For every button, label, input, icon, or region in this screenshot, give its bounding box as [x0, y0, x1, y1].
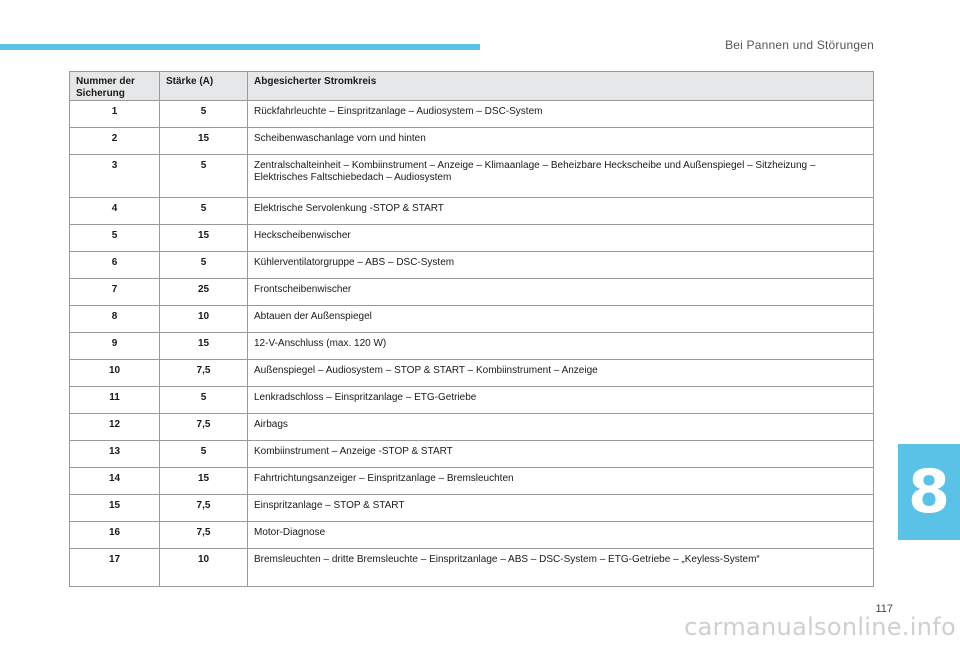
- fuse-number-cell: 11: [70, 387, 160, 414]
- amperage-cell: 5: [160, 387, 248, 414]
- circuit-cell: Bremsleuchten – dritte Bremsleuchte – Einspritzanlage – ABS – DSC-System – ETG-Getriebe – „Keyless-System“: [248, 549, 874, 587]
- table-row: [70, 306, 874, 333]
- table-row: [70, 198, 874, 225]
- page-number: 117: [875, 603, 893, 615]
- fuse-number-cell: 15: [70, 495, 160, 522]
- amperage-cell: 7,5: [160, 495, 248, 522]
- amperage-cell: 5: [160, 155, 248, 198]
- section-title: Bei Pannen und Störungen: [725, 38, 874, 52]
- table-row: [70, 549, 874, 587]
- amperage-cell: 10: [160, 549, 248, 587]
- amperage-cell: 7,5: [160, 414, 248, 441]
- watermark: carmanualsonline.info: [684, 613, 956, 641]
- amperage-cell: 10: [160, 306, 248, 333]
- table-row: [70, 522, 874, 549]
- table-row: [70, 468, 874, 495]
- circuit-cell: Kühlerventilatorgruppe – ABS – DSC-System: [248, 252, 874, 279]
- fuse-number-cell: 17: [70, 549, 160, 587]
- amperage-cell: 5: [160, 441, 248, 468]
- fuse-number-cell: 13: [70, 441, 160, 468]
- amperage-cell: 15: [160, 128, 248, 155]
- circuit-cell: Frontscheibenwischer: [248, 279, 874, 306]
- fuse-number-cell: 2: [70, 128, 160, 155]
- circuit-cell: Scheibenwaschanlage vorn und hinten: [248, 128, 874, 155]
- fuse-number-cell: 10: [70, 360, 160, 387]
- table-row: [70, 387, 874, 414]
- column-header-fuse-number: Nummer der Sicherung: [70, 72, 160, 101]
- table-row: [70, 225, 874, 252]
- circuit-cell: Abtauen der Außenspiegel: [248, 306, 874, 333]
- circuit-cell: Airbags: [248, 414, 874, 441]
- amperage-cell: 5: [160, 101, 248, 128]
- fuse-table: [69, 71, 874, 587]
- amperage-cell: 5: [160, 252, 248, 279]
- circuit-cell: Fahrtrichtungsanzeiger – Einspritzanlage – Bremsleuchten: [248, 468, 874, 495]
- table-row: [70, 128, 874, 155]
- circuit-cell: Rückfahrleuchte – Einspritzanlage – Audiosystem – DSC-System: [248, 101, 874, 128]
- table-row: [70, 441, 874, 468]
- fuse-number-cell: 4: [70, 198, 160, 225]
- circuit-cell: Elektrische Servolenkung -STOP & START: [248, 198, 874, 225]
- fuse-number-cell: 14: [70, 468, 160, 495]
- amperage-cell: 7,5: [160, 522, 248, 549]
- fuse-number-cell: 6: [70, 252, 160, 279]
- fuse-number-cell: 16: [70, 522, 160, 549]
- amperage-cell: 25: [160, 279, 248, 306]
- circuit-cell: Motor-Diagnose: [248, 522, 874, 549]
- column-header-amperage: Stärke (A): [160, 72, 248, 101]
- column-header-circuit: Abgesicherter Stromkreis: [248, 72, 874, 101]
- amperage-cell: 7,5: [160, 360, 248, 387]
- chapter-tab: 8: [898, 444, 960, 540]
- circuit-cell: Lenkradschloss – Einspritzanlage – ETG-Getriebe: [248, 387, 874, 414]
- table-row: [70, 252, 874, 279]
- table-header-row: [70, 72, 874, 101]
- table-row: [70, 279, 874, 306]
- table-row: [70, 495, 874, 522]
- table-row: [70, 360, 874, 387]
- amperage-cell: 5: [160, 198, 248, 225]
- header-accent-bar: [0, 44, 480, 50]
- fuse-number-cell: 7: [70, 279, 160, 306]
- table-row: [70, 155, 874, 198]
- amperage-cell: 15: [160, 468, 248, 495]
- circuit-cell: Außenspiegel – Audiosystem – STOP & START – Kombiinstrument – Anzeige: [248, 360, 874, 387]
- fuse-number-cell: 12: [70, 414, 160, 441]
- circuit-cell: Heckscheibenwischer: [248, 225, 874, 252]
- fuse-number-cell: 8: [70, 306, 160, 333]
- table-row: [70, 414, 874, 441]
- fuse-number-cell: 9: [70, 333, 160, 360]
- table-row: [70, 101, 874, 128]
- circuit-cell: Zentralschalteinheit – Kombiinstrument – Anzeige – Klimaanlage – Beheizbare Heckscheibe und Außenspiegel – Sitzheizung – Elektrisches Faltschiebedach – Audiosystem: [248, 155, 874, 198]
- table-row: [70, 333, 874, 360]
- amperage-cell: 15: [160, 225, 248, 252]
- circuit-cell: 12-V-Anschluss (max. 120 W): [248, 333, 874, 360]
- amperage-cell: 15: [160, 333, 248, 360]
- circuit-cell: Einspritzanlage – STOP & START: [248, 495, 874, 522]
- fuse-number-cell: 5: [70, 225, 160, 252]
- fuse-number-cell: 3: [70, 155, 160, 198]
- circuit-cell: Kombiinstrument – Anzeige -STOP & START: [248, 441, 874, 468]
- fuse-number-cell: 1: [70, 101, 160, 128]
